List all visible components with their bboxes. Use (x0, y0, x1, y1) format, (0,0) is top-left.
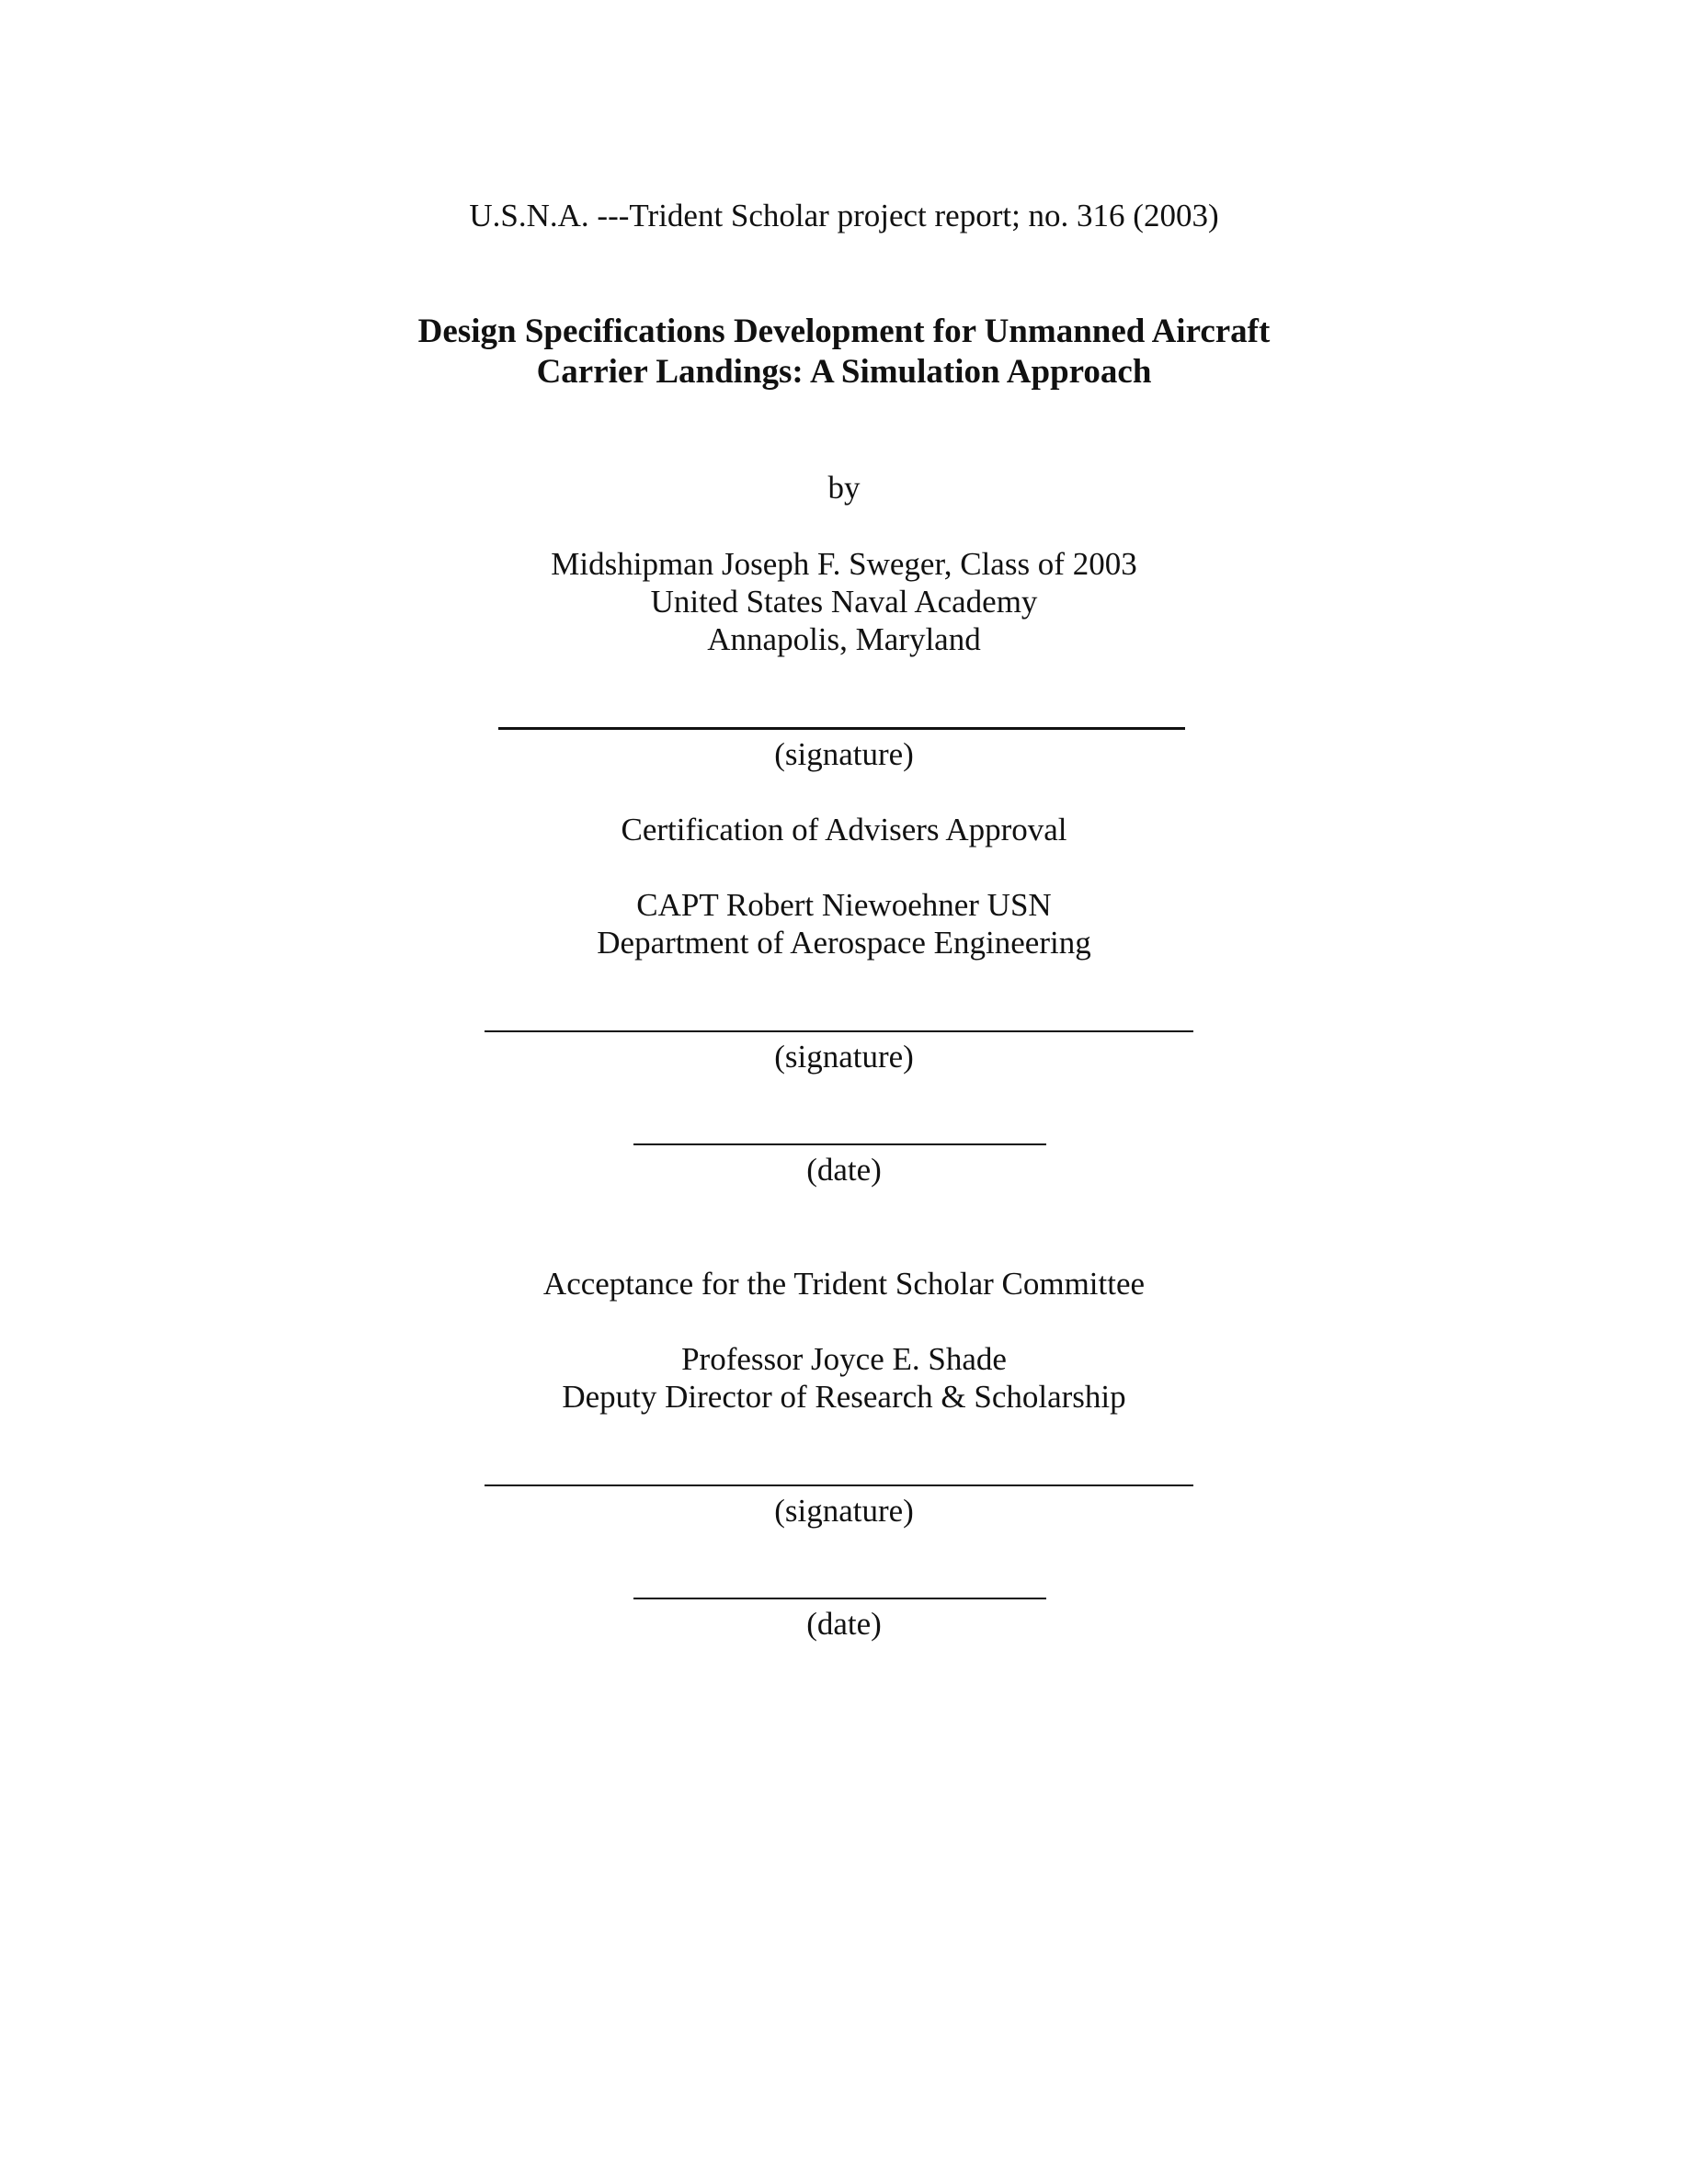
adviser-heading: Certification of Advisers Approval (621, 812, 1067, 847)
author-signature-label: (signature) (774, 736, 914, 772)
committee-member-name: Professor Joyce E. Shade (681, 1341, 1007, 1377)
committee-signature-line (485, 1484, 1193, 1486)
adviser-date-line (633, 1143, 1046, 1145)
committee-date-label: (date) (806, 1606, 882, 1642)
committee-signature-label: (signature) (774, 1493, 914, 1529)
author-name: Midshipman Joseph F. Sweger, Class of 2003 (551, 546, 1137, 582)
adviser-department: Department of Aerospace Engineering (597, 925, 1091, 961)
committee-member-role: Deputy Director of Research & Scholarship (562, 1379, 1126, 1415)
author-institution: United States Naval Academy (650, 584, 1038, 620)
adviser-name: CAPT Robert Niewoehner USN (636, 887, 1052, 923)
adviser-signature-line (485, 1030, 1193, 1032)
adviser-signature-label: (signature) (774, 1039, 914, 1075)
report-title-line-2: Carrier Landings: A Simulation Approach (536, 353, 1152, 391)
by-label: by (827, 470, 861, 506)
author-signature-line (498, 727, 1185, 730)
report-series-line: U.S.N.A. ---Trident Scholar project report; no. 316 (2003) (469, 198, 1219, 233)
report-title-line-1: Design Specifications Development for Unmanned Aircraft (417, 313, 1271, 350)
committee-heading: Acceptance for the Trident Scholar Committee (542, 1266, 1146, 1302)
adviser-date-label: (date) (806, 1152, 882, 1188)
author-location: Annapolis, Maryland (707, 621, 981, 657)
committee-date-line (633, 1598, 1046, 1599)
